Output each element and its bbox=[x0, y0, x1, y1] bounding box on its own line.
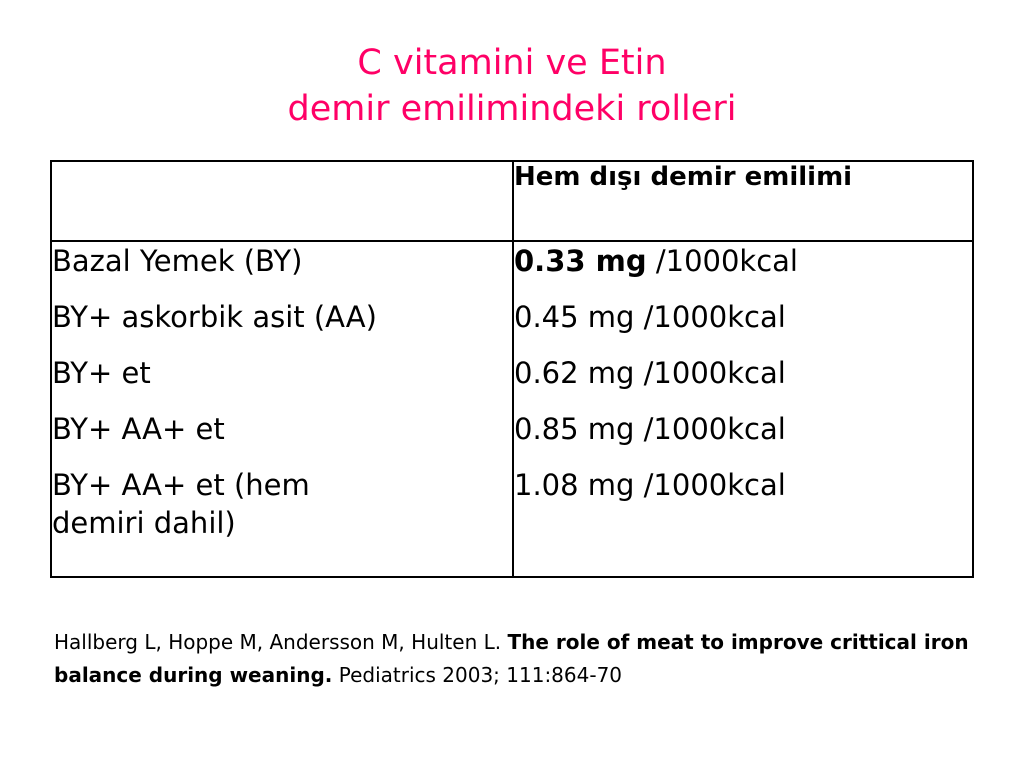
citation-title: The role of meat to improve crittical iron balance during weaning. bbox=[54, 630, 969, 687]
citation-authors: Hallberg L, Hoppe M, Andersson M, Hulten L. bbox=[54, 630, 508, 654]
value-aa-meat: 0.85 mg /1000kcal bbox=[514, 412, 786, 446]
meal-label-heme-line-2: demiri dahil) bbox=[52, 506, 236, 540]
value-basal bbox=[514, 242, 972, 280]
absorption-value-column bbox=[513, 241, 973, 577]
slide-title bbox=[0, 40, 1024, 132]
table-header-row bbox=[51, 161, 973, 241]
meal-label-aa-meat: BY+ AA+ et bbox=[52, 412, 225, 446]
header-empty-cell bbox=[51, 161, 513, 241]
table-body-row bbox=[51, 241, 973, 577]
value-heme: 1.08 mg /1000kcal bbox=[514, 468, 786, 502]
citation-source: Pediatrics 2003; 111:864-70 bbox=[332, 663, 623, 687]
meal-label-column bbox=[51, 241, 513, 577]
value-basal-unit: /1000kcal bbox=[646, 244, 798, 278]
slide-title-line-1: C vitamini ve Etin bbox=[357, 43, 667, 83]
meal-label-basal: Bazal Yemek (BY) bbox=[52, 244, 303, 278]
meal-label-meat: BY+ et bbox=[52, 356, 151, 390]
header-nonheme-iron-absorption: Hem dışı demir emilimi bbox=[513, 161, 973, 241]
value-ascorbic: 0.45 mg /1000kcal bbox=[514, 300, 786, 334]
absorption-table bbox=[50, 160, 974, 578]
slide-title-line-2: demir emilimindeki rolleri bbox=[287, 89, 737, 129]
value-meat: 0.62 mg /1000kcal bbox=[514, 356, 786, 390]
meal-label-ascorbic: BY+ askorbik asit (AA) bbox=[52, 300, 377, 334]
value-basal-amount: 0.33 mg bbox=[514, 244, 647, 278]
reference-citation bbox=[54, 626, 974, 692]
meal-label-heme-line-1: BY+ AA+ et (hem bbox=[52, 468, 310, 502]
